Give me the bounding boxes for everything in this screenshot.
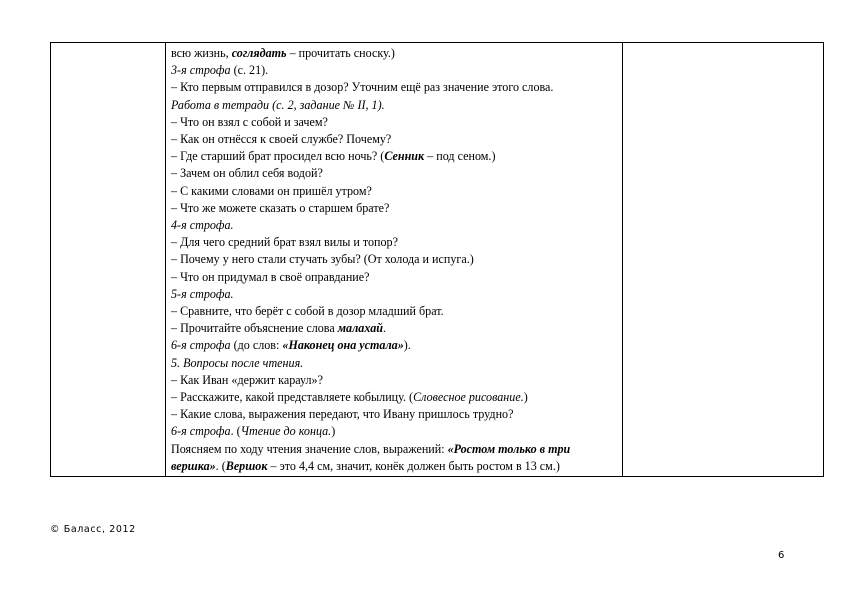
content-line (171, 372, 619, 389)
text-segment: – Какие слова, выражения передают, что Ивану пришлось трудно? (171, 407, 514, 422)
page-number: 6 (778, 550, 785, 561)
text-segment: малахай (337, 321, 383, 336)
text-segment: – Прочитайте объяснение слова (171, 321, 338, 336)
text-segment: ) (331, 424, 336, 439)
text-segment: – под сеном.) (424, 149, 496, 164)
text-segment: – Зачем он облил себя водой? (171, 166, 323, 181)
text-segment: – Кто первым отправился в дозор? Уточним ещё раз значение этого слова. (171, 80, 554, 95)
content-line (171, 355, 619, 372)
text-segment: – Что он придумал в своё оправдание? (171, 269, 370, 284)
content-line (171, 423, 619, 440)
left-cell (51, 43, 166, 477)
text-segment: «Ростом только в три вершка» (171, 441, 571, 473)
content-line (171, 337, 619, 354)
text-segment: Словесное рисование. (413, 390, 524, 405)
text-segment: – Как Иван «держит караул»? (171, 372, 323, 387)
text-segment: – Где старший брат просидел всю ночь? ( (171, 149, 385, 164)
text-segment: ). (403, 338, 411, 353)
content-line (171, 200, 619, 217)
content-line (171, 45, 619, 62)
content-line (171, 286, 619, 303)
text-segment: Сенник (384, 149, 425, 164)
text-segment: – Что же можете сказать о старшем брате? (171, 200, 390, 215)
content-line (171, 79, 619, 96)
content-line (171, 406, 619, 423)
text-segment: – Для чего средний брат взял вилы и топор? (171, 235, 398, 250)
content-line (171, 131, 619, 148)
text-segment: Поясняем по ходу чтения значение слов, выражений: (171, 441, 448, 456)
content-line (171, 320, 619, 337)
text-segment: – Как он отнёсся к своей службе? Почему? (171, 132, 392, 147)
content-line (171, 114, 619, 131)
text-segment: Чтение до конца. (240, 424, 332, 439)
text-segment: – это 4,4 см, значит, конёк должен быть ростом в 13 см.) (267, 458, 560, 473)
text-segment: . ( (230, 424, 241, 439)
content-line (171, 303, 619, 320)
text-segment: (до слов: (230, 338, 283, 353)
table-row (51, 43, 824, 477)
content-line (171, 97, 619, 114)
text-segment: соглядать (231, 46, 287, 60)
text-segment: 5. Вопросы после чтения. (171, 355, 304, 370)
text-segment: – С какими словами он пришёл утром? (171, 183, 372, 198)
text-segment: всю жизнь, (171, 46, 232, 60)
text-segment: (с. 21). (230, 63, 269, 78)
lesson-content-cell (166, 43, 623, 477)
text-segment: – Расскажите, какой представляете кобылицу. ( (171, 390, 414, 405)
text-segment: – прочитать сноску.) (286, 46, 395, 60)
content-line (171, 62, 619, 79)
content-line (171, 148, 619, 165)
text-segment: «Наконец она устала» (282, 338, 404, 353)
copyright-footer: © Баласс, 2012 (50, 524, 136, 535)
text-segment: 5-я строфа. (171, 286, 234, 301)
lesson-table (50, 42, 824, 477)
text-segment: 6-я строфа (171, 424, 231, 439)
content-line (171, 217, 619, 234)
content-line (171, 165, 619, 182)
text-segment: 6-я строфа (171, 338, 231, 353)
content-line (171, 441, 619, 475)
content-line (171, 389, 619, 406)
text-segment: Вершок (225, 458, 268, 473)
text-segment: – Что он взял с собой и зачем? (171, 114, 328, 129)
text-segment: – Почему у него стали стучать зубы? (От холода и испуга.) (171, 252, 474, 267)
text-segment: Работа в тетради (с. 2, задание № II, 1). (171, 97, 385, 112)
text-segment: 3-я строфа (171, 63, 231, 78)
content-line (171, 251, 619, 268)
text-segment: – Сравните, что берёт с собой в дозор младший брат. (171, 304, 444, 319)
content-line (171, 234, 619, 251)
content-line (171, 269, 619, 286)
right-cell (623, 43, 824, 477)
text-segment: . ( (215, 458, 226, 473)
text-segment: . (383, 321, 387, 336)
text-segment: ) (523, 390, 528, 405)
content-line (171, 183, 619, 200)
text-segment: 4-я строфа. (171, 218, 234, 233)
lesson-content (166, 43, 622, 476)
